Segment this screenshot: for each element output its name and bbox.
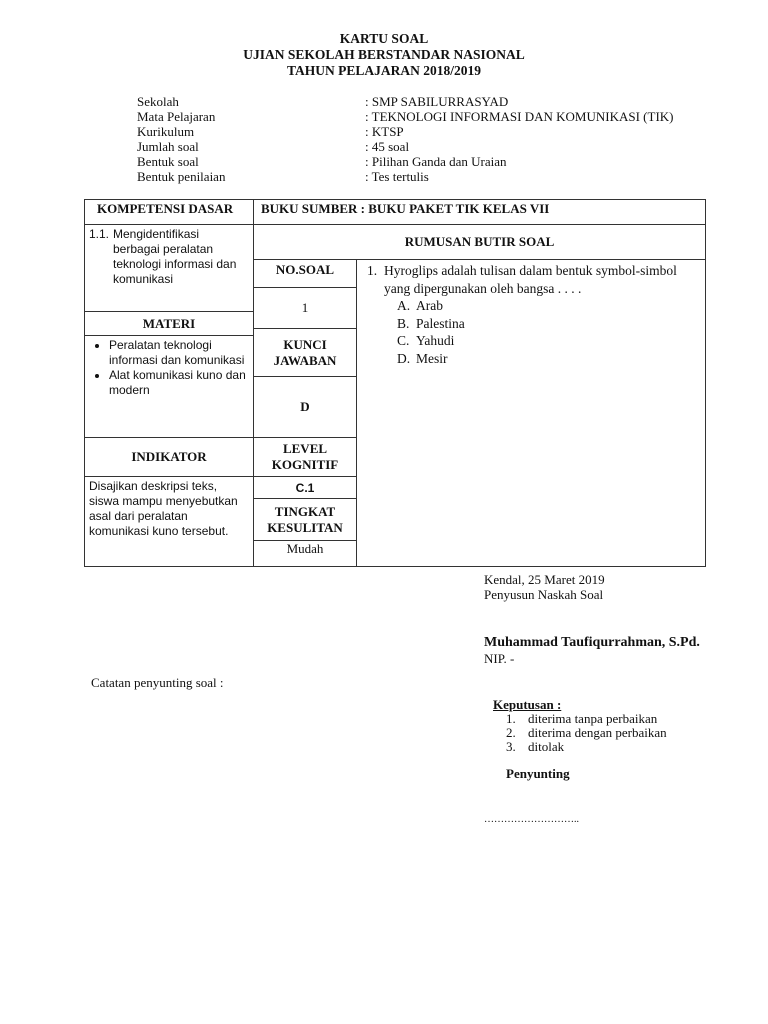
keputusan-item: 3. ditolak: [506, 739, 565, 754]
question-text: Hyroglips adalah tulisan dalam bentuk symbol-simbol yang dipergunakan oleh bangsa . . . .: [384, 263, 677, 296]
info-value: : SMP SABILURRASYAD: [365, 94, 509, 109]
kd-number: 1.1.: [89, 227, 110, 241]
option-d: D. Mesir: [397, 350, 448, 366]
penyunting-label: Penyunting: [506, 766, 570, 781]
info-value: : KTSP: [365, 124, 404, 139]
signature-dots: ………………………..: [484, 814, 579, 825]
keputusan-item: 2. diterima dengan perbaikan: [506, 725, 667, 740]
tingkat-value: Mudah: [253, 540, 357, 567]
tingkat-label: TINGKAT KESULITAN: [253, 498, 357, 541]
buku-sumber: BUKU SUMBER : BUKU PAKET TIK KELAS VII: [253, 199, 706, 225]
no-soal-label: NO.SOAL: [253, 259, 357, 288]
materi-cell: [84, 335, 254, 438]
keputusan-list: [506, 712, 667, 754]
doc-title: KARTU SOAL: [339, 31, 429, 46]
kd-cell: [84, 224, 254, 312]
kunci-value: D: [253, 376, 357, 438]
catatan-label: Catatan penyunting soal :: [91, 675, 224, 690]
info-label: Jumlah soal: [137, 139, 199, 154]
info-value: : TEKNOLOGI INFORMASI DAN KOMUNIKASI (TIK): [365, 109, 674, 124]
option-b: B. Palestina: [397, 315, 465, 331]
materi-header: MATERI: [84, 311, 254, 336]
kunci-label: KUNCI JAWABAN: [253, 328, 357, 377]
info-label: Kurikulum: [137, 124, 195, 139]
sign-name: Muhammad Taufiqurrahman, S.Pd.: [484, 635, 700, 650]
question-cell: [356, 259, 706, 567]
no-soal-value: 1: [253, 287, 357, 329]
sign-place-date: Kendal, 25 Maret 2019: [484, 572, 605, 587]
info-label: Bentuk soal: [137, 154, 199, 169]
info-label: Sekolah: [137, 94, 179, 109]
info-value: : Pilihan Ganda dan Uraian: [365, 154, 507, 169]
info-label: Bentuk penilaian: [137, 169, 226, 184]
materi-item: • Peralatan teknologi informasi dan komunikasi: [109, 338, 249, 368]
level-value: C.1: [253, 476, 357, 499]
keputusan-title: Keputusan :: [493, 697, 562, 712]
sign-role: Penyusun Naskah Soal: [484, 587, 604, 602]
indikator-text: Disajikan deskripsi teks, siswa mampu menyebutkan asal dari peralatan komunikasi kuno tersebut.: [84, 476, 254, 567]
sign-nip: NIP. -: [484, 651, 515, 666]
info-value: : Tes tertulis: [365, 169, 429, 184]
materi-item: • Alat komunikasi kuno dan modern: [109, 368, 249, 398]
kd-header: KOMPETENSI DASAR: [84, 199, 254, 225]
doc-subtitle: UJIAN SEKOLAH BERSTANDAR NASIONAL: [243, 47, 525, 62]
info-label: Mata Pelajaran: [137, 109, 216, 124]
option-c: C. Yahudi: [397, 333, 455, 348]
keputusan-item: 1. diterima tanpa perbaikan: [506, 711, 658, 726]
level-label: LEVEL KOGNITIF: [253, 437, 357, 477]
option-a: A. Arab: [397, 298, 443, 313]
kd-text: Mengidentifikasi berbagai peralatan teknologi informasi dan komunikasi: [113, 227, 237, 286]
rumusan-header: RUMUSAN BUTIR SOAL: [253, 224, 706, 260]
info-value: : 45 soal: [365, 139, 410, 154]
question-number: 1.: [367, 263, 378, 278]
indikator-header: INDIKATOR: [84, 437, 254, 477]
doc-year: TAHUN PELAJARAN 2018/2019: [286, 63, 481, 78]
